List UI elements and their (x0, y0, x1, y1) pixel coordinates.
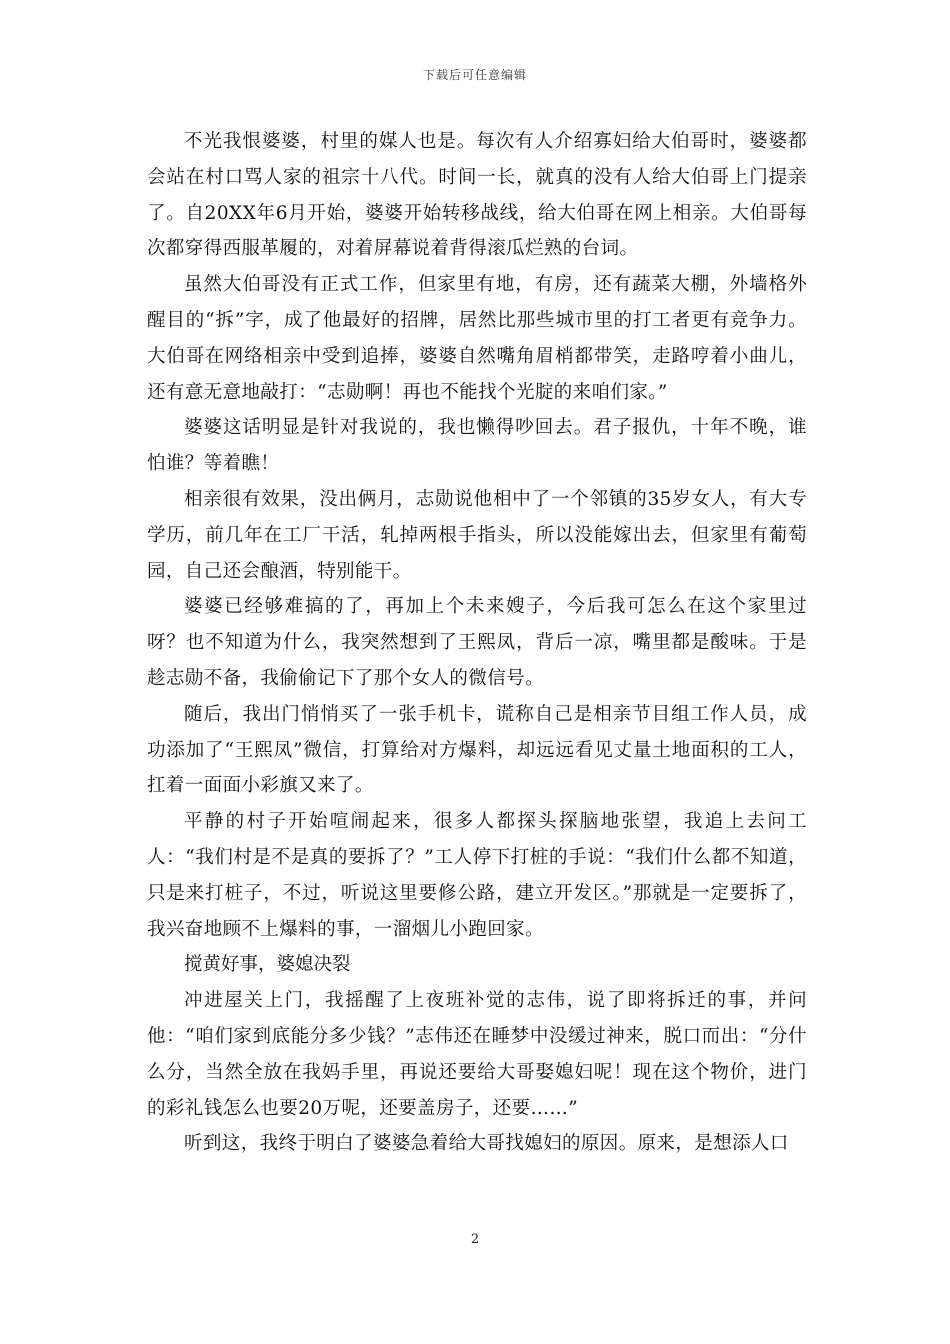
page-number: 2 (470, 1232, 480, 1247)
paragraph-4: 相亲很有效果，没出俩月，志勋说他相中了一个邻镇的35岁女人，有大专学历，前几年在工厂干活，轧掉两根手指头，所以没能嫁出去，但家里有葡萄园，自己还会酿酒，特别能干。 (147, 488, 807, 582)
paragraph-5: 婆婆已经够难搞的了，再加上个未来嫂子，今后我可怎么在这个家里过呀？也不知道为什么，我突然想到了王熙凤，背后一凉，嘴里都是酸味。于是趁志勋不备，我偷偷记下了那个女人的微信号。 (147, 596, 807, 689)
section-heading: 搅黄好事，婆媳决裂 (184, 954, 351, 976)
paragraph-1: 不光我恨婆婆，村里的媒人也是。每次有人介绍寡妇给大伯哥时，婆婆都会站在村口骂人家的祖宗十八代。时间一长，就真的没有人给大伯哥上门提亲了。自20XX年6月开始，婆婆开始转移战线，给大伯哥在网上相亲。大伯哥每次都穿得西服革履的，对着屏幕说着背得滚瓜烂熟的台词。 (147, 131, 807, 260)
paragraph-6: 随后，我出门悄悄买了一张手机卡，谎称自己是相亲节目组工作人员，成功添加了“王熙凤”微信，打算给对方爆料，却远远看见丈量土地面积的工人，扛着一面面小彩旗又来了。 (147, 703, 807, 797)
paragraph-8: 冲进屋关上门，我摇醒了上夜班补觉的志伟，说了即将拆迁的事，并问他：“咱们家到底能分多少钱？”志伟还在睡梦中没缓过神来，脱口而出：“分什么分，当然全放在我妈手里，再说还要给大哥娶媳妇呢！现在这个物价，进门的彩礼钱怎么也要20万呢，还要盖房子，还要……” (147, 990, 807, 1119)
paragraph-3: 婆婆这话明显是针对我说的，我也懒得吵回去。君子报仇，十年不晚，谁怕谁？等着瞧！ (147, 417, 807, 475)
paragraph-2: 虽然大伯哥没有正式工作，但家里有地，有房，还有蔬菜大棚，外墙格外醒目的“拆”字，成了他最好的招牌，居然比那些城市里的打工者更有竞争力。大伯哥在网络相亲中受到追捧，婆婆自然嘴角眉梢都带笑，走路哼着小曲儿，还有意无意地敲打：“志勋啊！再也不能找个光腚的来咱们家。” (147, 274, 807, 403)
document-body (147, 124, 807, 1162)
page-header: 下载后可任意编辑 (422, 68, 527, 82)
paragraph-9: 听到这，我终于明白了婆婆急着给大哥找媳妇的原因。原来，是想添人口 (184, 1133, 789, 1155)
paragraph-7: 平静的村子开始喧闹起来，很多人都探头探脑地张望，我追上去问工人：“我们村是不是真的要拆了？”工人停下打桩的手说：“我们什么都不知道，只是来打桩子，不过，听说这里要修公路，建立开发区。”那就是一定要拆了，我兴奋地顾不上爆料的事，一溜烟儿小跑回家。 (147, 811, 807, 940)
